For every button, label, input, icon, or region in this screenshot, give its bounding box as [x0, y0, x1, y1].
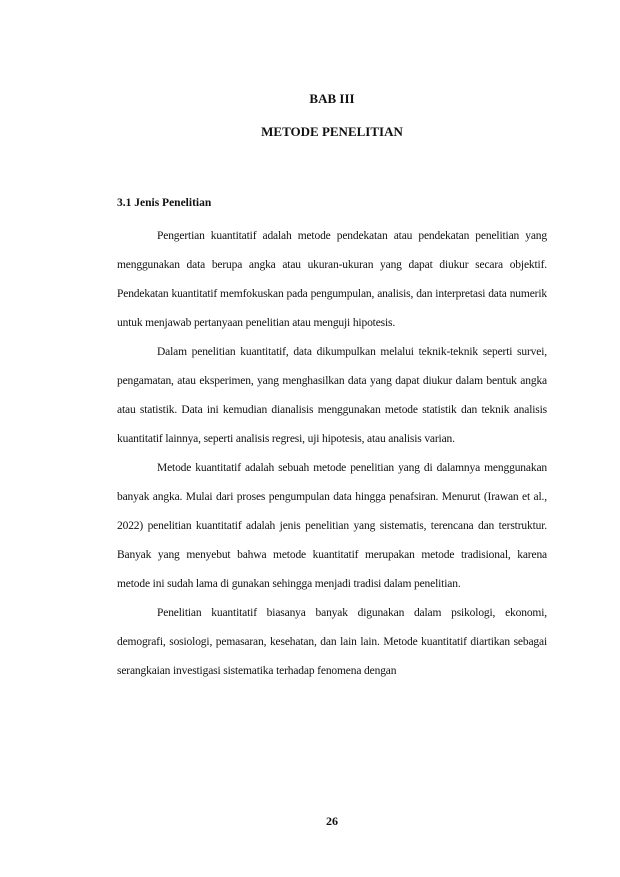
paragraph: Metode kuantitatif adalah sebuah metode penelitian yang di dalamnya menggunakan banyak angka. Mulai dari proses pengumpulan data hingga penafsiran. Menurut (Irawan et al., 2022) penelitian kuantitatif adalah jenis penelitian yang sistematis, terencana dan terstruktur. Banyak yang menyebut bahwa metode kuantitatif merupakan metode tradisional, karena metode ini sudah lama di gunakan sehingga menjadi tradisi dalam penelitian. — [117, 462, 547, 590]
chapter-title: METODE PENELITIAN — [261, 124, 403, 139]
body-text — [117, 222, 547, 686]
paragraph: Dalam penelitian kuantitatif, data dikumpulkan melalui teknik-teknik seperti survei, pengamatan, atau eksperimen, yang menghasilkan data yang dapat diukur dalam bentuk angka atau statistik. Data ini kemudian dianalisis menggunakan metode statistik dan teknik analisis kuantitatif lainnya, seperti analisis regresi, uji hipotesis, atau analisis varian. — [117, 346, 547, 445]
paragraph: Penelitian kuantitatif biasanya banyak digunakan dalam psikologi, ekonomi, demografi, sosiologi, pemasaran, kesehatan, dan lain lain. Metode kuantitatif diartikan sebagai serangkaian investigasi sistematika terhadap fenomena dengan — [117, 607, 547, 677]
paragraph: Pengertian kuantitatif adalah metode pendekatan atau pendekatan penelitian yang menggunakan data berupa angka atau ukuran-ukuran yang dapat diukur secara objektif. Pendekatan kuantitatif memfokuskan pada pengumpulan, analisis, dan interpretasi data numerik untuk menjawab pertanyaan penelitian atau menguji hipotesis. — [117, 230, 547, 329]
page-number: 26 — [326, 814, 338, 828]
section-heading: 3.1 Jenis Penelitian — [117, 197, 212, 209]
chapter-number: BAB III — [309, 91, 355, 106]
